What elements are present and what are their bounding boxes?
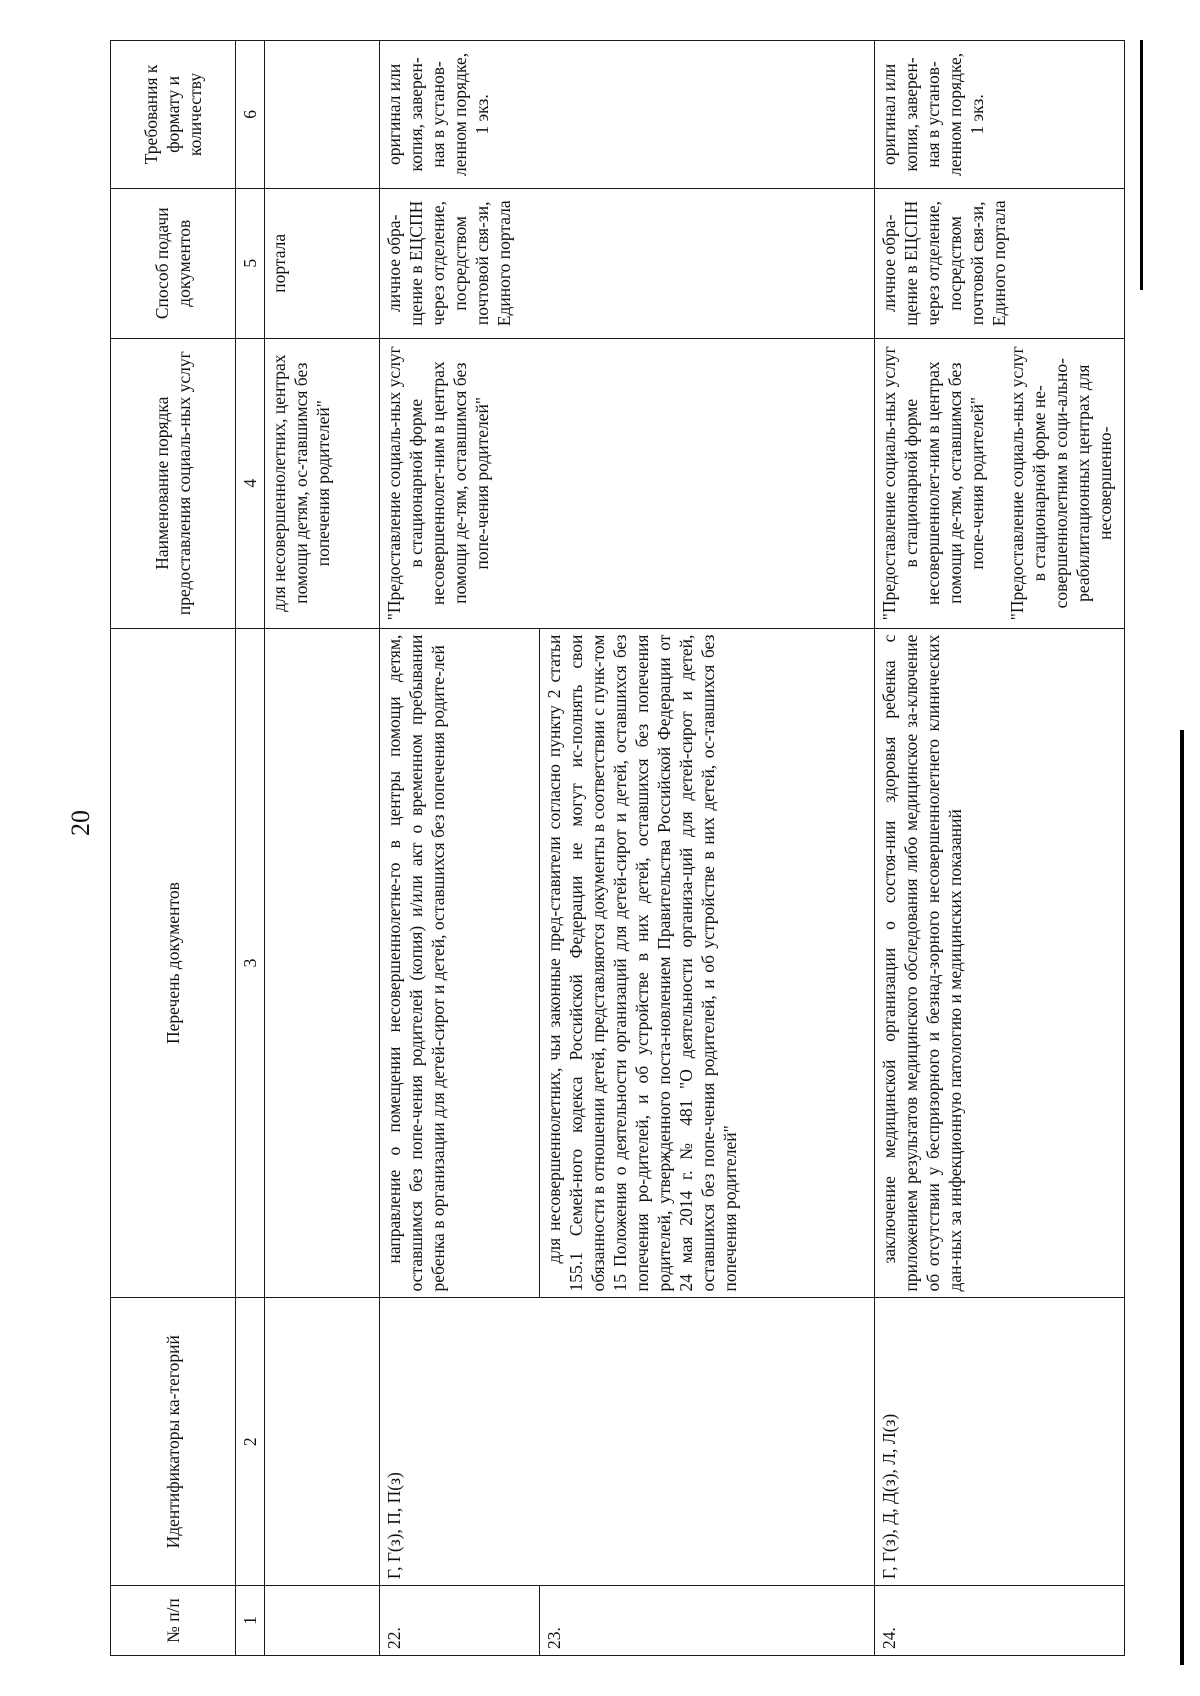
margin-line-bottom bbox=[1180, 730, 1184, 1665]
cont-doc-cell bbox=[265, 628, 380, 1298]
col-number: 1 bbox=[236, 1586, 265, 1656]
row-service-order: "Предоставление социаль-ных услуг в стационарной форме несовершеннолет-ним в центрах помощи де-тям, оставшимся без попе-чения родителей" bbox=[380, 338, 875, 628]
header-num: № п/п bbox=[111, 1586, 236, 1656]
documents-table-rotated bbox=[110, 40, 1115, 1656]
row-documents: заключение медицинской организации о состоя-нии здоровья ребенка с приложением результатов медицинского обследования либо медицинское за-ключение об отсутствии у беспризорного и безнад-зорного несовершеннолетнего клинических дан-ных за инфекционную патологию и медицинских показаний bbox=[875, 628, 1125, 1298]
header-documents: Перечень документов bbox=[111, 628, 236, 1298]
service-order-1: "Предоставление социаль-ных услуг в стационарной форме несовершеннолет-ним в центрах помощи де-тям, оставшимся без попе-чения родителей" bbox=[879, 346, 987, 621]
header-row bbox=[111, 41, 236, 1656]
row-submission-method: личное обра-щение в ЕЦСПН через отделение, посредством почтовой свя-зи, Единого портала bbox=[875, 188, 1125, 338]
column-numbers-row bbox=[236, 41, 265, 1656]
row-num: 24. bbox=[875, 1586, 1125, 1656]
header-submission-method: Способ подачи документов bbox=[111, 188, 236, 338]
row-category-ids: Г, Г(з), Д, Д(з), Л, Л(з) bbox=[875, 1298, 1125, 1586]
row-service-order bbox=[875, 338, 1125, 628]
table-row-22 bbox=[380, 41, 540, 1656]
cont-req-cell bbox=[265, 41, 380, 189]
row-num: 23. bbox=[540, 1586, 875, 1656]
page-number: 20 bbox=[66, 810, 95, 836]
col-number: 6 bbox=[236, 41, 265, 189]
header-service-order: Наименование порядка предоставления социаль-ных услуг bbox=[111, 338, 236, 628]
header-category-ids: Идентификаторы ка-тегорий bbox=[111, 1298, 236, 1586]
header-requirements: Требования к формату и количеству bbox=[111, 41, 236, 189]
col-number: 5 bbox=[236, 188, 265, 338]
col-number: 4 bbox=[236, 338, 265, 628]
margin-line-top bbox=[1140, 40, 1143, 290]
col-number: 3 bbox=[236, 628, 265, 1298]
service-order-2: "Предоставление социаль-ных услуг в стационарной форме не-совершеннолетним в соци-ально-реабилитационных центрах для несовершенно- bbox=[1007, 346, 1115, 621]
cont-num-cell bbox=[265, 1586, 380, 1656]
row-documents: для несовершеннолетних, чьи законные пред-ставители согласно пункту 2 статьи 155.1 Семей-ного кодекса Российской Федерации не могут ис-полнять свои обязанности в отношении детей, представляются документы в соответствии с пунк-том 15 Положения о деятельности организаций для детей-сирот и детей, оставшихся без попечения ро-дителей, и об устройстве в них детей, оставшихся без попечения родителей, утвержденного поста-новлением Правительства Российской Федерации от 24 мая 2014 г. № 481 "О деятельности организа-ций для детей-сирот и детей, оставшихся без попе-чения родителей, и об устройстве в них детей, ос-тавшихся без попечения родителей" bbox=[540, 628, 875, 1298]
row-category-ids: Г, Г(з), П, П(з) bbox=[380, 1298, 875, 1586]
row-requirements: оригинал или копия, заверен-ная в установ-ленном порядке, 1 экз. bbox=[875, 41, 1125, 189]
row-submission-method: личное обра-щение в ЕЦСПН через отделение, посредством почтовой свя-зи, Единого портала bbox=[380, 188, 875, 338]
table-row-24 bbox=[875, 41, 1125, 1656]
continuation-row bbox=[265, 41, 380, 1656]
documents-table bbox=[110, 40, 1125, 1656]
cont-ids-cell bbox=[265, 1298, 380, 1586]
col-number: 2 bbox=[236, 1298, 265, 1586]
cont-method-cell: портала bbox=[265, 188, 380, 338]
row-documents: направление о помещении несовершеннолетне-го в центры помощи детям, оставшимся без попе-чения родителей (копия) и/или акт о временном пребывании ребенка в организации для детей-сирот и детей, оставшихся без попечения родите-лей bbox=[380, 628, 540, 1298]
row-num: 22. bbox=[380, 1586, 540, 1656]
row-requirements: оригинал или копия, заверен-ная в установ-ленном порядке, 1 экз. bbox=[380, 41, 875, 189]
cont-order-cell: для несовершеннолетних, центрах помощи детям, ос-тавшимся без попечения родителей" bbox=[265, 338, 380, 628]
